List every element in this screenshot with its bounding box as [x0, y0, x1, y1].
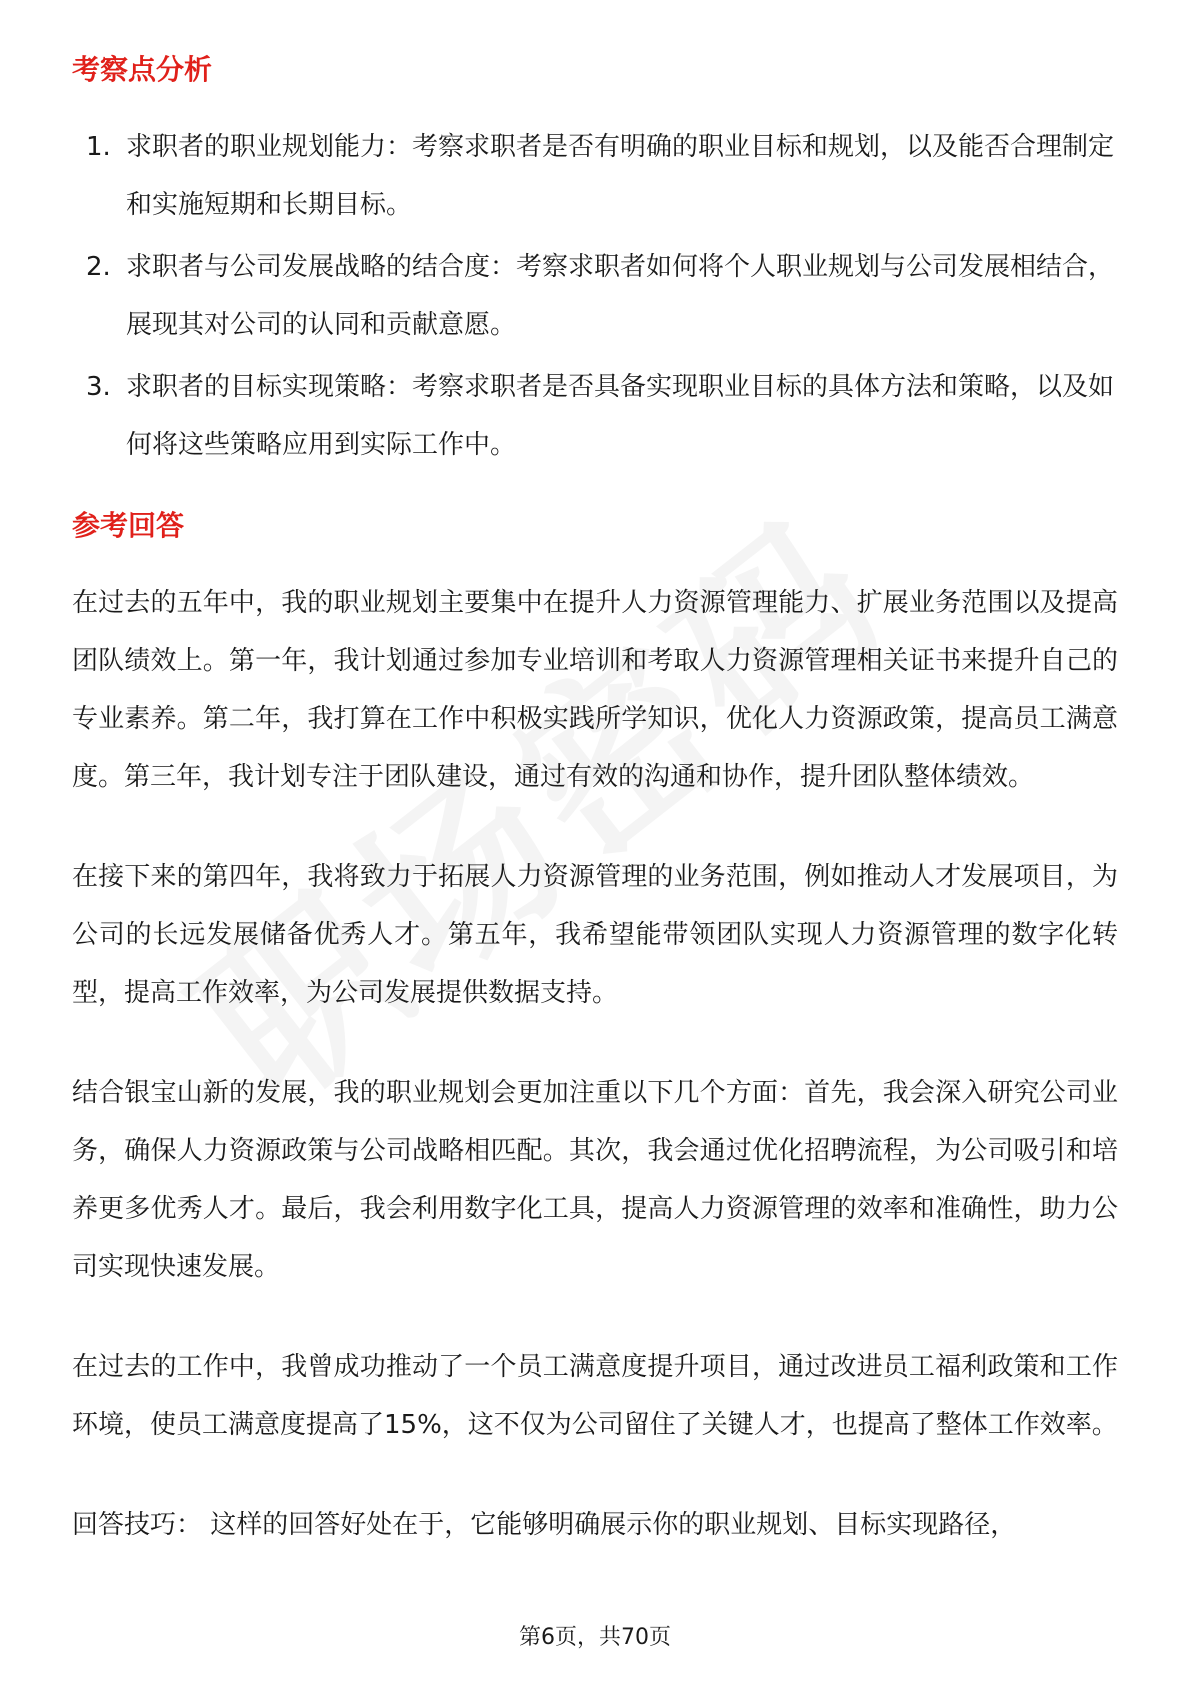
analysis-list: [72, 118, 1118, 474]
page-number: 第6页，共70页: [519, 1625, 671, 1650]
answer-paragraph: 在过去的五年中，我的职业规划主要集中在提升人力资源管理能力、扩展业务范围以及提高团队绩效上。第一年，我计划通过参加专业培训和考取人力资源管理相关证书来提升自己的专业素养。第二年，我打算在工作中积极实践所学知识，优化人力资源政策，提高员工满意度。第三年，我计划专注于团队建设，通过有效的沟通和协作，提升团队整体绩效。: [72, 588, 1118, 792]
answer-paragraph: 结合银宝山新的发展，我的职业规划会更加注重以下几个方面：首先，我会深入研究公司业务，确保人力资源政策与公司战略相匹配。其次，我会通过优化招聘流程，为公司吸引和培养更多优秀人才。最后，我会利用数字化工具，提高人力资源管理的效率和准确性，助力公司实现快速发展。: [72, 1078, 1118, 1282]
list-number: 1.: [86, 132, 111, 162]
tips-paragraph: 回答技巧： 这样的回答好处在于，它能够明确展示你的职业规划、目标实现路径，: [72, 1510, 1017, 1540]
list-text: 求职者与公司发展战略的结合度：考察求职者如何将个人职业规划与公司发展相结合，展现其对公司的认同和贡献意愿。: [126, 252, 1115, 340]
list-item: [72, 118, 1118, 234]
list-number: 2.: [86, 252, 111, 282]
answer-paragraph: 在接下来的第四年，我将致力于拓展人力资源管理的业务范围，例如推动人才发展项目，为公司的长远发展储备优秀人才。第五年，我希望能带领团队实现人力资源管理的数字化转型，提高工作效率，为公司发展提供数据支持。: [72, 862, 1118, 1008]
list-item: [72, 238, 1118, 354]
section-title-answer: 参考回答: [72, 509, 185, 542]
document-body: [72, 50, 1118, 1596]
section-title-analysis: 考察点分析: [72, 53, 213, 86]
list-text: 求职者的目标实现策略：考察求职者是否具备实现职业目标的具体方法和策略，以及如何将这些策略应用到实际工作中。: [126, 372, 1115, 460]
list-item: [72, 358, 1118, 474]
answer-paragraph: 在过去的工作中，我曾成功推动了一个员工满意度提升项目，通过改进员工福利政策和工作环境，使员工满意度提高了15%，这不仅为公司留住了关键人才，也提高了整体工作效率。: [72, 1352, 1118, 1440]
list-text: 求职者的职业规划能力：考察求职者是否有明确的职业目标和规划，以及能否合理制定和实施短期和长期目标。: [126, 132, 1115, 220]
list-number: 3.: [86, 372, 111, 402]
